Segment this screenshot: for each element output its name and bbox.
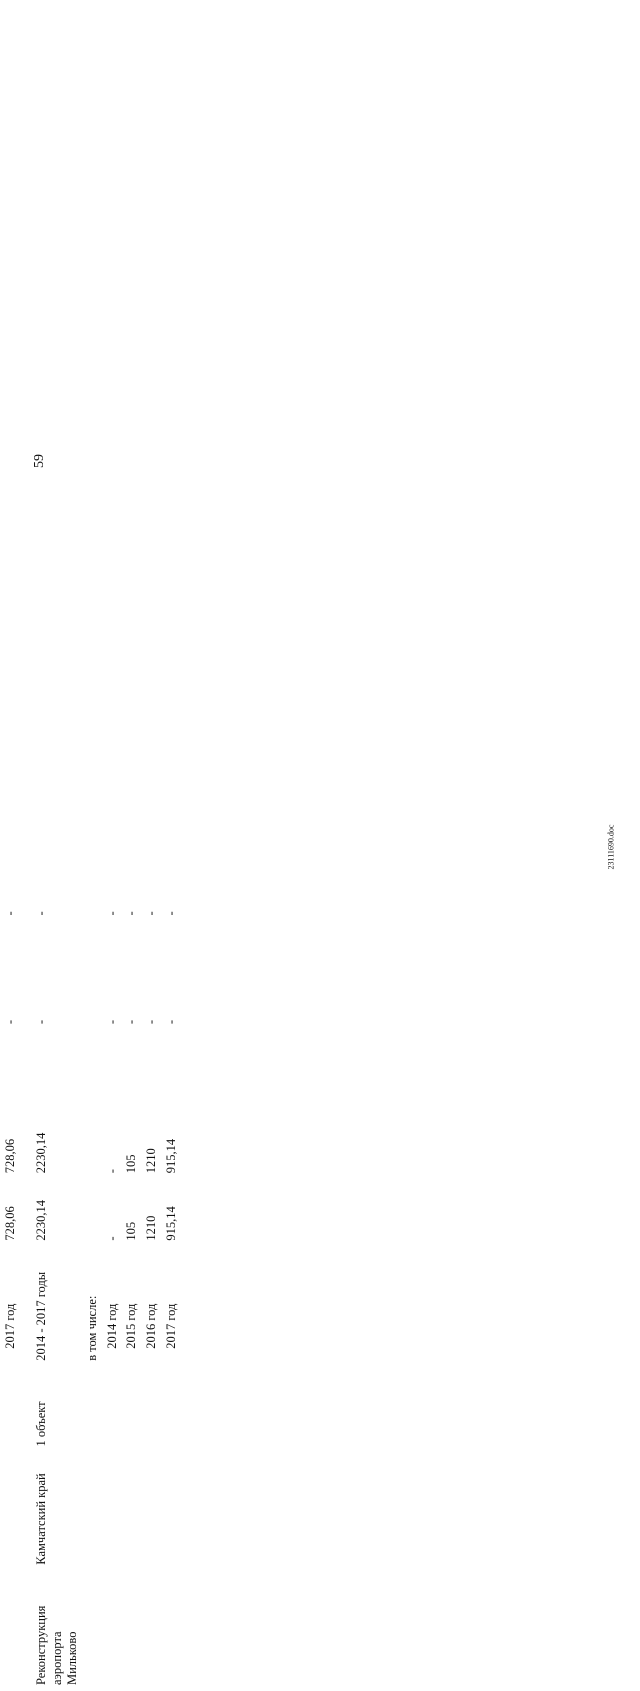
table-row	[83, 866, 103, 1691]
term-cell: 2017 год	[163, 1303, 178, 1349]
project-subject-empty	[122, 1452, 142, 1570]
federal-cell	[83, 1083, 103, 1183]
table-row	[20, 866, 83, 1691]
regional-cell	[83, 961, 103, 1084]
project-capacity-empty	[162, 1367, 182, 1453]
total-cell	[83, 1183, 103, 1250]
project-subject-empty	[1, 1452, 21, 1570]
federal-cell: 2230,14	[34, 1132, 49, 1174]
term-cell: 2015 год	[124, 1303, 139, 1349]
extrabudgetary-cell: -	[124, 911, 139, 916]
table-row	[1, 866, 21, 1691]
extrabudgetary-cell	[83, 866, 103, 961]
project-subject-empty	[103, 1452, 123, 1570]
term-cell: 2014 - 2017 годы	[34, 1271, 49, 1361]
regional-cell: -	[2, 1019, 17, 1025]
table-row	[103, 866, 123, 1691]
regional-cell: -	[143, 1019, 158, 1025]
total-cell: 1210	[143, 1215, 158, 1241]
regional-cell: -	[124, 1019, 139, 1025]
extrabudgetary-cell: -	[163, 911, 178, 916]
funding-table-rotated	[0, 866, 178, 1691]
table-row	[142, 866, 162, 1691]
regional-cell: -	[104, 1019, 119, 1025]
extrabudgetary-cell: -	[143, 911, 158, 916]
extrabudgetary-cell: -	[2, 911, 17, 916]
extrabudgetary-cell: -	[104, 911, 119, 916]
regional-cell: -	[34, 1019, 49, 1025]
project-subject-empty	[142, 1452, 162, 1570]
project-subject-empty	[83, 1452, 103, 1570]
project-name-empty	[142, 1571, 162, 1691]
total-cell: 915,14	[163, 1206, 178, 1241]
federal-cell: 915,14	[163, 1138, 178, 1174]
project-name-empty	[162, 1571, 182, 1691]
footer-doc-code: 23111690.doc	[606, 824, 616, 870]
project-name-empty	[83, 1571, 103, 1691]
project-capacity: 1 объект	[34, 1401, 49, 1447]
federal-cell: 728,06	[2, 1138, 17, 1174]
total-cell: -	[104, 1236, 119, 1241]
table-row	[122, 866, 142, 1691]
project-capacity-empty	[1, 1367, 21, 1453]
project-capacity-empty	[142, 1367, 162, 1453]
total-cell: 2230,14	[34, 1199, 49, 1241]
term-cell: 2016 год	[143, 1303, 158, 1349]
extrabudgetary-cell: -	[34, 911, 49, 916]
term-cell: 2014 год	[104, 1303, 119, 1349]
project-capacity-empty	[103, 1367, 123, 1453]
term-cell: 2017 год	[2, 1303, 17, 1349]
regional-cell: -	[163, 1019, 178, 1025]
page-number: 59	[32, 454, 47, 468]
table-row	[162, 866, 182, 1691]
project-name-empty	[122, 1571, 142, 1691]
total-cell: 105	[124, 1221, 139, 1241]
funding-table	[0, 866, 181, 1691]
federal-cell: -	[104, 1169, 119, 1174]
project-capacity-empty	[83, 1367, 103, 1453]
term-cell: в том числе:	[85, 1295, 99, 1361]
project-subject-empty	[162, 1452, 182, 1570]
project-name-empty	[103, 1571, 123, 1691]
federal-cell: 1210	[143, 1148, 158, 1174]
table-body	[0, 866, 181, 1691]
project-capacity-empty	[122, 1367, 142, 1453]
project-name-empty	[1, 1571, 21, 1691]
total-cell: 728,06	[2, 1206, 17, 1241]
federal-cell: 105	[124, 1154, 139, 1174]
project-subject: Камчатский край	[34, 1473, 49, 1565]
project-name: Реконструкция аэропорта Мильково	[34, 1605, 80, 1685]
